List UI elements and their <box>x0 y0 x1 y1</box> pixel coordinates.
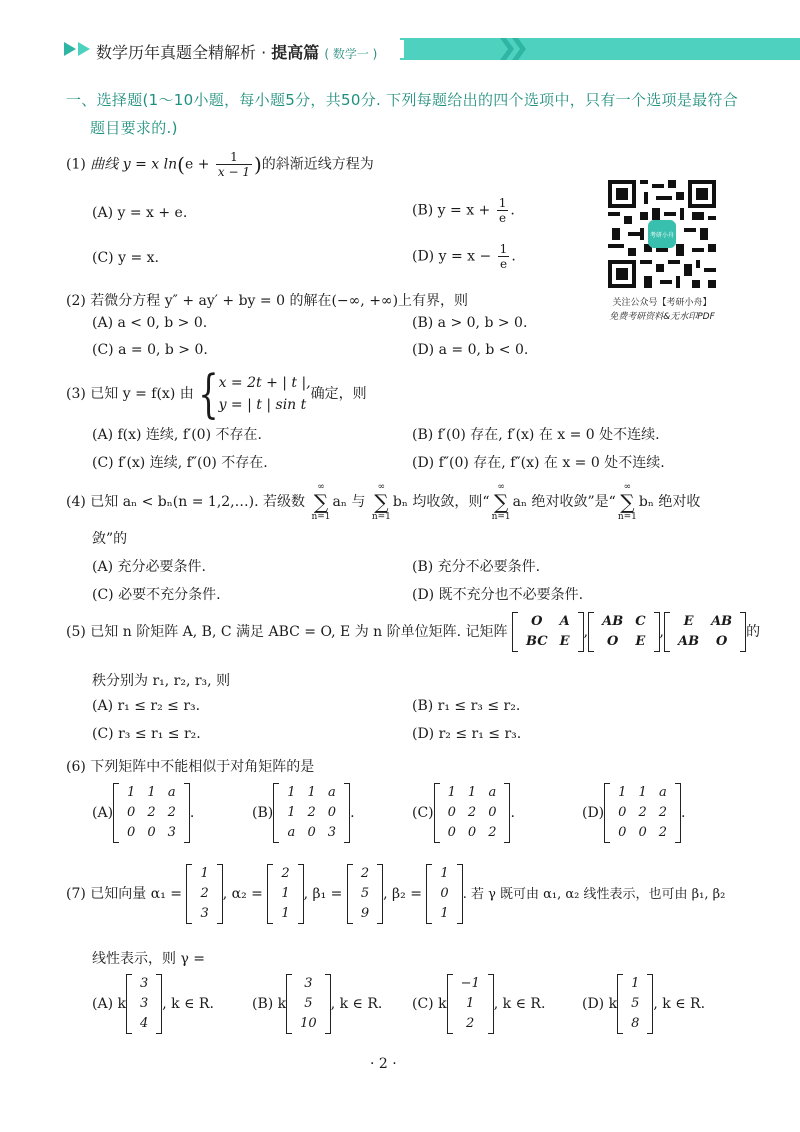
header-title-main: 数学历年真题全精解析 · <box>96 43 272 62</box>
q7-option-a: (A) k 3 3 4 , k ∈ R. <box>92 974 214 1034</box>
q4-sum-2: ∞ ∑ n=1 <box>371 482 391 522</box>
qr-caption <box>585 296 739 324</box>
question-3: (3) 已知 y = f(x) 由 { x = 2t + | t |, y = | t | sin t 确定，则 <box>66 363 367 425</box>
q1-fraction: $\frac{1}{x - 1}$ <box>217 150 250 179</box>
q1-stem-post: 的斜渐近线方程为 <box>261 156 374 173</box>
header-arrow-2 <box>78 42 90 56</box>
q7-vector-a2: 2 1 1 <box>267 864 303 924</box>
section-line-1: 一、选择题(1～10小题，每小题5分，共50分. 下列每题给出的四个选项中，只有一个选项是最符合 <box>66 91 739 109</box>
q3-stem-pre: 已知 y = f(x) 由 <box>90 386 194 402</box>
q6-option-c: (C) 1 1 a 0 2 0 0 0 2 . <box>412 783 515 843</box>
q1-option-b: (B) y = x + $\frac{1}{e}$ . <box>412 196 515 225</box>
q4-sum-1: ∞ ∑ n=1 <box>311 482 331 522</box>
q7-vector-b1: 2 5 9 <box>347 864 383 924</box>
q6-option-d: (D) 1 1 a 0 2 2 0 0 2 . <box>582 783 685 843</box>
q7-vector-a1: 1 2 3 <box>186 864 222 924</box>
q7-option-d: (D) k 1 5 8 , k ∈ R. <box>582 974 705 1034</box>
question-7: (7) 已知向量 α₁ = 1 2 3 , α₂ = 2 1 1 , β₁ = 2 5 9 , β₂ = 1 0 1 . 若 γ 既可由 α₁, α₂ 线性表示，也可由 β₁, β₂ <box>66 864 725 924</box>
q5-option-a: (A) r₁ ≤ r₂ ≤ r₃. <box>92 698 201 714</box>
q6-option-a: (A) 1 1 a 0 2 2 0 0 3 . <box>92 783 194 843</box>
question-6: (6) 下列矩阵中不能相似于对角矩阵的是 <box>66 759 315 775</box>
q4-option-c: (C) 必要不充分条件. <box>92 587 221 603</box>
q4-option-a: (A) 充分必要条件. <box>92 559 206 575</box>
q4-option-b: (B) 充分不必要条件. <box>412 559 541 575</box>
q4-sum-4: ∞ ∑ n=1 <box>617 482 637 522</box>
q3-option-d: (D) f″(0) 存在, f″(x) 在 x = 0 处不连续. <box>412 455 665 471</box>
q3-option-c: (C) f′(x) 连续, f″(0) 不存在. <box>92 455 268 471</box>
question-4: (4) 已知 aₙ < bₙ(n = 1,2,…). 若级数 ∞ ∑ n=1aₙ 与 ∞ ∑ n=1bₙ 均收敛，则“∞ ∑ n=1aₙ 绝对收敛”是“∞ ∑ n=1bₙ 绝对收 <box>66 482 701 522</box>
q7-option-c: (C) k −1 1 2 , k ∈ R. <box>412 974 545 1034</box>
q3-system-brace: { <box>198 363 219 425</box>
q1-option-a: (A) y = x + e. <box>92 205 188 221</box>
qr-code[interactable] <box>608 180 716 288</box>
header-title-bold: 提高篇 <box>271 43 320 62</box>
q2-option-a: (A) a < 0, b > 0. <box>92 315 208 331</box>
q3-option-b: (B) f′(0) 存在, f′(x) 在 x = 0 处不连续. <box>412 427 660 443</box>
question-2: (2) 若微分方程 y″ + ay′ + by = 0 的解在(−∞, +∞)上有界，则 <box>66 293 469 309</box>
q5-matrix-3: E AB AB O <box>664 612 746 652</box>
q3-system: x = 2t + | t |, y = | t | sin t <box>218 375 311 413</box>
header-title <box>96 40 377 63</box>
q3-stem-post: 确定，则 <box>310 386 367 402</box>
q5-stem-pre: 已知 n 阶矩阵 A, B, C 满足 ABC = O, E 为 n 阶单位矩阵. 记矩阵 <box>90 624 508 640</box>
q7-option-b: (B) k 3 5 10 , k ∈ R. <box>252 974 382 1034</box>
q2-option-d: (D) a = 0, b < 0. <box>412 342 529 358</box>
q1-option-c: (C) y = x. <box>92 250 159 266</box>
q6-option-b: (B) 1 1 a 1 2 0 a 0 3 . <box>252 783 355 843</box>
q5-matrix-1: O A BC E <box>512 612 584 652</box>
q4-sum-3: ∞ ∑ n=1 <box>491 482 511 522</box>
q5-option-d: (D) r₂ ≤ r₁ ≤ r₃. <box>412 726 522 742</box>
q7-vector-b2: 1 0 1 <box>426 864 462 924</box>
q4-stem-pre: 已知 aₙ < bₙ(n = 1,2,…). 若级数 <box>90 494 305 510</box>
q5-stem-cont: 秩分别为 r₁, r₂, r₃, 则 <box>92 673 231 689</box>
question-1: (1) 曲线 y = x ln(e + $\frac{1}{x - 1}$ )的斜渐近线方程为 <box>66 150 374 179</box>
q2-stem: 若微分方程 y″ + ay′ + by = 0 的解在(−∞, +∞)上有界，则 <box>90 293 469 309</box>
qr-caption-1: 关注公众号【考研小舟】 <box>612 298 712 308</box>
q5-option-b: (B) r₁ ≤ r₃ ≤ r₂. <box>412 698 521 714</box>
qr-badge-text: 考研小舟 <box>649 231 675 239</box>
section-heading <box>66 86 738 142</box>
header-arrow-1 <box>64 42 76 56</box>
question-5: (5) 已知 n 阶矩阵 A, B, C 满足 ABC = O, E 为 n 阶单位矩阵. 记矩阵 O A BC E , AB C O E , E AB AB O 的 <box>66 612 760 652</box>
q5-matrix-2: AB C O E <box>588 612 659 652</box>
q7-stem-pre: 已知向量 α₁ = <box>90 886 182 902</box>
header-title-sub: ( 数学一 ) <box>324 47 378 61</box>
q7-stem-cont: 线性表示，则 γ = <box>92 951 205 967</box>
q1-stem-pre: 曲线 y = x ln <box>90 156 178 173</box>
q3-option-a: (A) f(x) 连续, f′(0) 不存在. <box>92 427 262 443</box>
q5-option-c: (C) r₃ ≤ r₁ ≤ r₂. <box>92 726 201 742</box>
q6-stem: 下列矩阵中不能相似于对角矩阵的是 <box>90 759 315 775</box>
q4-option-d: (D) 既不充分也不必要条件. <box>412 587 584 603</box>
q1-option-d: (D) y = x − $\frac{1}{e}$ . <box>412 242 516 271</box>
section-line-2: 题目要求的.) <box>90 119 178 137</box>
q1-number: (1) <box>66 156 86 173</box>
q2-option-c: (C) a = 0, b > 0. <box>92 342 208 358</box>
q2-option-b: (B) a > 0, b > 0. <box>412 315 528 331</box>
page-number: · 2 · <box>370 1056 397 1072</box>
q4-stem-cont: 敛”的 <box>92 531 128 547</box>
qr-caption-2: 免费考研资料&无水印PDF <box>609 312 715 322</box>
